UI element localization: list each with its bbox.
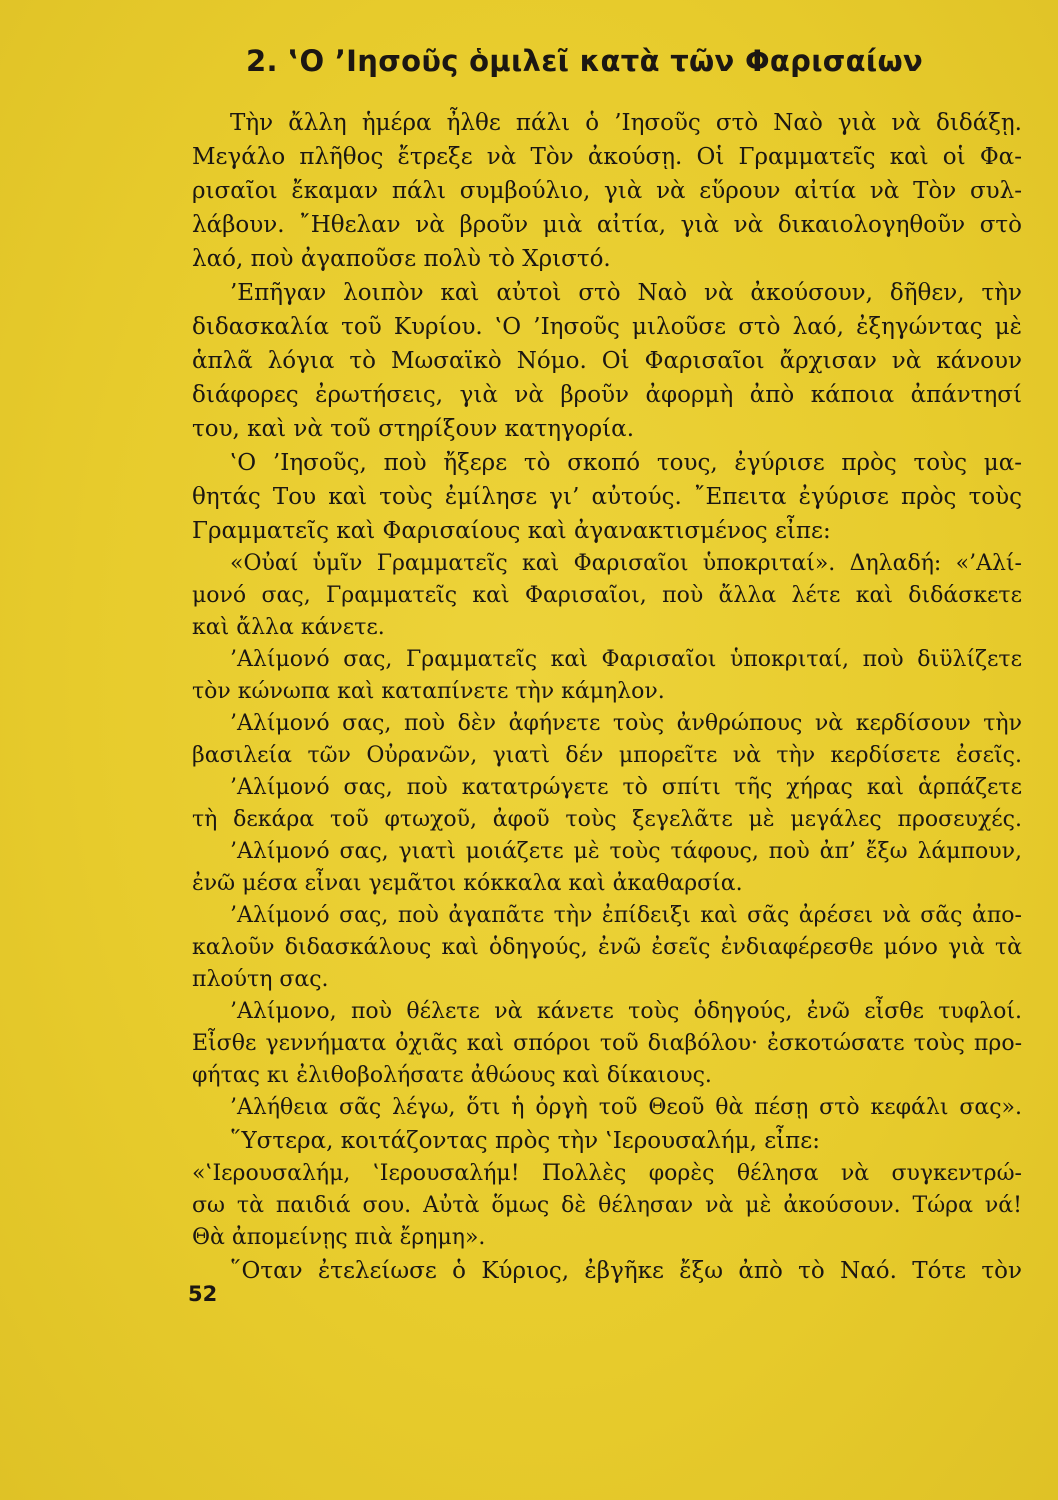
- text-line: ρισαῖοι ἔκαμαν πάλι συμβούλιο, γιὰ νὰ εὕρουν αἰτία νὰ Τὸν συλ-: [192, 178, 1022, 204]
- text-line: Τὴν ἄλλη ἡμέρα ἦλθε πάλι ὁ ’Ιησοῦς στὸ Ναὸ γιὰ νὰ διδάξῃ.: [230, 110, 1022, 136]
- text-line: ’Επῆγαν λοιπὸν καὶ αὐτοὶ στὸ Ναὸ νὰ ἀκούσουν, δῆθεν, τὴν: [230, 280, 1022, 306]
- text-line: ’Αλήθεια σᾶς λέγω, ὅτι ἡ ὀργὴ τοῦ Θεοῦ θὰ πέσῃ στὸ κεφάλι σας».: [230, 1095, 1022, 1120]
- text-line: λαό, ποὺ ἀγαποῦσε πολὺ τὸ Χριστό.: [192, 246, 611, 272]
- text-line: ’Αλίμονό σας, ποὺ κατατρώγετε τὸ σπίτι τῆς χήρας καὶ ἁρπάζετε: [230, 775, 1022, 800]
- text-line: Μεγάλο πλῆθος ἔτρεξε νὰ Τὸν ἀκούσῃ. Οἱ Γραμματεῖς καὶ οἱ Φα-: [192, 144, 1022, 170]
- text-line: θητάς Του καὶ τοὺς ἐμίλησε γι’ αὐτούς. ῎Επειτα ἐγύρισε πρὸς τοὺς: [192, 484, 1022, 510]
- text-line: ἁπλᾶ λόγια τὸ Μωσαϊκὸ Νόμο. Οἱ Φαρισαῖοι ἄρχισαν νὰ κάνουν: [192, 348, 1022, 374]
- text-line: πλούτη σας.: [192, 967, 329, 992]
- text-line: διδασκαλία τοῦ Κυρίου. ‛Ο ’Ιησοῦς μιλοῦσε στὸ λαό, ἐξηγώντας μὲ: [192, 314, 1022, 340]
- text-line: Εἶσθε γεννήματα ὀχιᾶς καὶ σπόροι τοῦ διαβόλου· ἐσκοτώσατε τοὺς προ-: [192, 1031, 1022, 1056]
- text-line: σω τὰ παιδιά σου. Αὐτὰ ὅμως δὲ θέλησαν νὰ μὲ ἀκούσουν. Τώρα νά!: [192, 1193, 1022, 1218]
- text-line: του, καὶ νὰ τοῦ στηρίξουν κατηγορία.: [192, 416, 635, 442]
- text-line: ’Αλίμονό σας, ποὺ ἀγαπᾶτε τὴν ἐπίδειξι καὶ σᾶς ἀρέσει νὰ σᾶς ἀπο-: [230, 903, 1022, 928]
- text-line: ἐνῶ μέσα εἶναι γεμᾶτοι κόκκαλα καὶ ἀκαθαρσία.: [192, 871, 743, 896]
- text-line: φήτας κι ἐλιθοβολήσατε ἀθώους καὶ δίκαιους.: [192, 1063, 712, 1088]
- text-line: ’Αλίμονο, ποὺ θέλετε νὰ κάνετε τοὺς ὁδηγούς, ἐνῶ εἶσθε τυφλοί.: [230, 999, 1022, 1024]
- text-line: ’Αλίμονό σας, Γραμματεῖς καὶ Φαρισαῖοι ὑποκριταί, ποὺ διϋλίζετε: [230, 647, 1022, 672]
- text-line: μονό σας, Γραμματεῖς καὶ Φαρισαῖοι, ποὺ ἄλλα λέτε καὶ διδάσκετε: [192, 583, 1022, 608]
- text-line: τὴ δεκάρα τοῦ φτωχοῦ, ἀφοῦ τοὺς ξεγελᾶτε μὲ μεγάλες προσευχές.: [192, 807, 1022, 832]
- text-line: ’Αλίμονό σας, ποὺ δὲν ἀφήνετε τοὺς ἀνθρώπους νὰ κερδίσουν τὴν: [230, 711, 1022, 736]
- text-line: καὶ ἄλλα κάνετε.: [192, 615, 385, 640]
- chapter-title: 2. ‛Ο ’Ιησοῦς ὁμιλεῖ κατὰ τῶν Φαρισαίων: [246, 44, 924, 78]
- text-line: βασιλεία τῶν Οὐρανῶν, γιατὶ δέν μπορεῖτε νὰ τὴν κερδίσετε ἐσεῖς.: [192, 743, 1022, 768]
- text-line: ῞Οταν ἐτελείωσε ὁ Κύριος, ἐβγῆκε ἔξω ἀπὸ τὸ Ναό. Τότε τὸν: [230, 1258, 1022, 1284]
- text-line: «Οὐαί ὑμῖν Γραμματεῖς καὶ Φαρισαῖοι ὑποκριταί». Δηλαδή: «’Αλί-: [230, 551, 1022, 576]
- text-line: ’Αλίμονό σας, γιατὶ μοιάζετε μὲ τοὺς τάφους, ποὺ ἀπ’ ἔξω λάμπουν,: [230, 839, 1022, 864]
- body-text: [192, 106, 1022, 1288]
- text-line: «‛Ιερουσαλήμ, ‛Ιερουσαλήμ! Πολλὲς φορὲς θέλησα νὰ συγκεντρώ-: [192, 1161, 1022, 1186]
- text-line: Γραμματεῖς καὶ Φαρισαίους καὶ ἀγανακτισμένος εἶπε:: [192, 518, 831, 544]
- text-line: ‛Ο ’Ιησοῦς, ποὺ ἤξερε τὸ σκοπό τους, ἐγύρισε πρὸς τοὺς μα-: [230, 450, 1022, 476]
- text-line: καλοῦν διδασκάλους καὶ ὁδηγούς, ἐνῶ ἐσεῖς ἐνδιαφέρεσθε μόνο γιὰ τὰ: [192, 935, 1022, 960]
- text-line: Θὰ ἀπομείνῃς πιὰ ἔρημη».: [192, 1225, 486, 1250]
- text-line: ῞Υστερα, κοιτάζοντας πρὸς τὴν ‛Ιερουσαλήμ, εἶπε:: [230, 1128, 820, 1154]
- text-line: τὸν κώνωπα καὶ καταπίνετε τὴν κάμηλον.: [192, 679, 665, 704]
- text-line: λάβουν. ῎Ηθελαν νὰ βροῦν μιὰ αἰτία, γιὰ νὰ δικαιολογηθοῦν στὸ: [192, 212, 1022, 238]
- page-number: 52: [188, 1282, 218, 1306]
- text-line: διάφορες ἐρωτήσεις, γιὰ νὰ βροῦν ἀφορμὴ ἀπὸ κάποια ἀπάντησί: [192, 382, 1022, 408]
